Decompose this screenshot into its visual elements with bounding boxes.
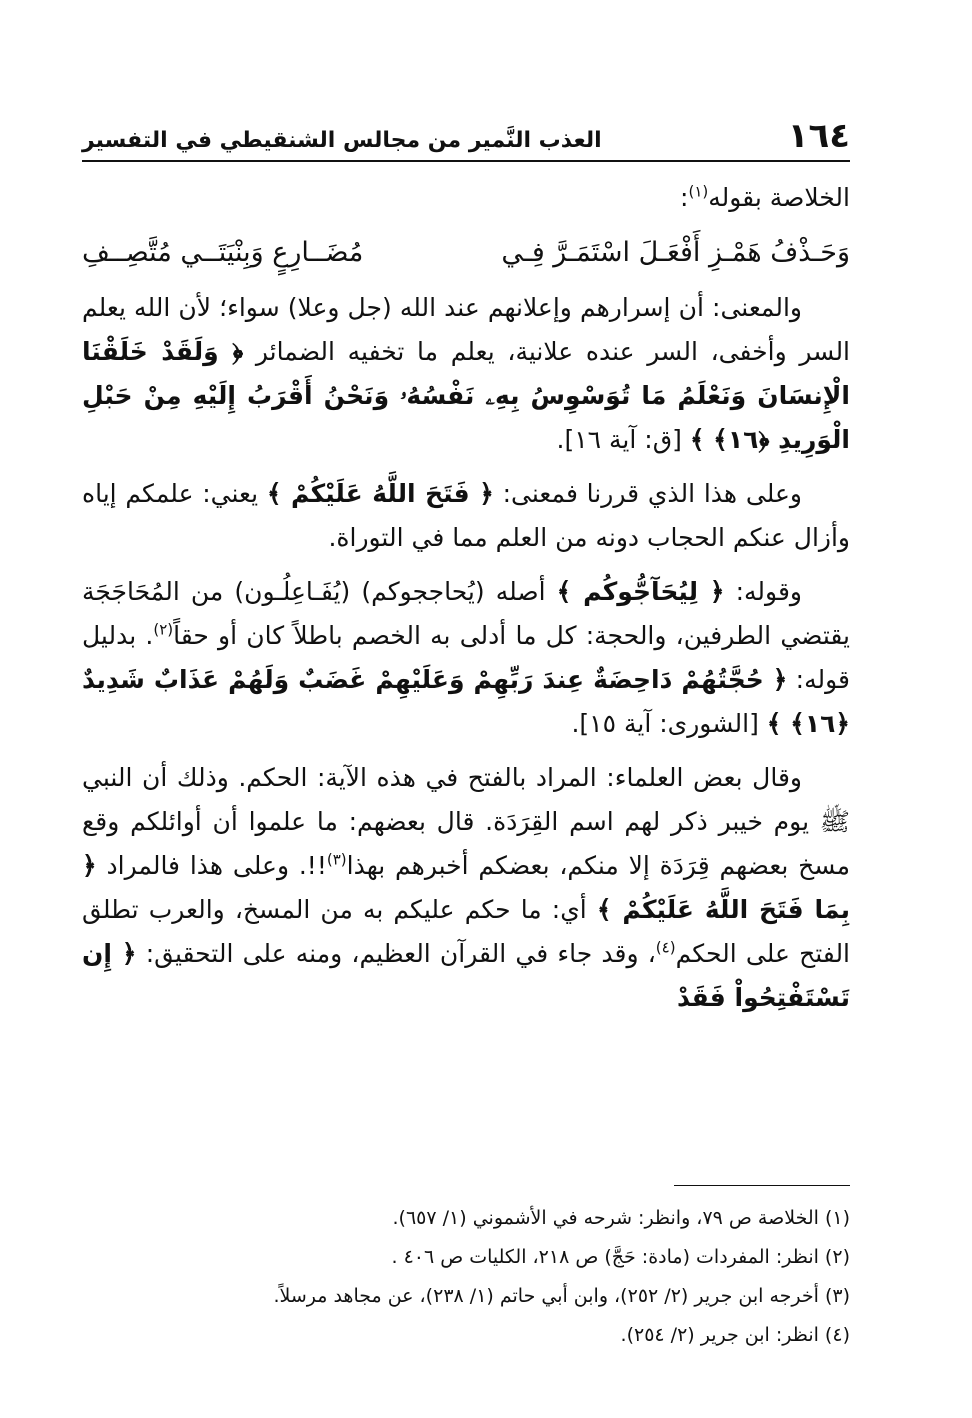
footnote-2: (٢) انظر: المفردات (مادة: حَجَّ) ص ٢١٨، الكليات ص ٤٠٦ .	[391, 1246, 850, 1268]
page-number: ١٦٤	[787, 116, 850, 156]
quran-fataha: ﴿ فَتَحَ اللَّهُ عَلَيْكُمْ ﴾	[266, 479, 494, 508]
footnote-4: (٤) انظر: ابن جرير (٢/ ٢٥٤).	[620, 1324, 850, 1346]
p3-text-b: أصله (يُحاججوكم) (يُفَـاعِلُـون) من المُحَاجَجَة يقتضي الطرفين، والحجة: كل ما أدلى به الخصم باطلاً كان أو حقاً	[82, 577, 850, 650]
running-title: العذب النَّمير من مجالس الشنقيطي في التفسير	[82, 128, 602, 153]
quran-yuhajjukum: ﴿ لِيُحَآجُّوكُم ﴾	[556, 577, 725, 606]
book-page	[82, 112, 850, 1392]
quran-in-tastaftihu: ﴿ إِن تَسْتَفْتِحُواْ فَقَدْ	[82, 939, 850, 1012]
footnote-divider	[674, 1185, 850, 1186]
p4-text-b: !!. وعلى هذا فالمراد	[106, 851, 327, 880]
poetry-verse	[82, 224, 850, 282]
footnote-1: (١) الخلاصة ص ٧٩، وانظر: شرحه في الأشموني (١/ ٦٥٧).	[392, 1207, 850, 1229]
intro-colon: :	[680, 183, 689, 212]
quran-verse-qaf: ﴿ وَلَقَدْ خَلَقْنَا الْإِنسَانَ وَنَعْلَمُ مَا تُوَسْوِسُ بِهِۦ نَفْسُهُۥ وَنَحْنُ أَقْرَبُ إِلَيْهِ مِنْ حَبْلِ الْوَرِيدِ ﴿١٦﴾ ﴾	[82, 337, 850, 454]
verse-second-hemistich: مُضَــارِعٍ وَبِنْيَتَــي مُتَّصِــفِ	[82, 237, 364, 268]
paragraph-yuhajjukum	[82, 570, 850, 746]
footnote-ref-2: (٢)	[153, 620, 174, 639]
p3-citation: [الشورى: آية ١٥].	[571, 709, 759, 738]
quran-shura-verse: ﴿ حُجَّتُهُمْ دَاحِضَةٌ عِندَ رَبِّهِمْ وَعَلَيْهِمْ غَضَبٌ وَلَهُمْ عَذَابٌ شَدِيدٌ ﴿١٦﴾ ﴾	[82, 665, 850, 738]
p1-text: والمعنى: أن إسرارهم وإعلانهم عند الله (جل وعلا) سواء؛ لأن الله يعلم السر وأخفى، السر عنده علانية، يعلم ما تخفيه الضمائر	[82, 293, 851, 366]
main-text	[82, 176, 850, 1020]
footnote-ref-3: (٣)	[326, 850, 347, 869]
intro-line	[82, 176, 850, 220]
paragraph-meaning	[82, 286, 850, 462]
p2-text-b: يعني: علمكم إياه وأزال عنكم الحجاب دونه من العلم مما في التوراة.	[82, 479, 850, 552]
p4-text-a: وقال بعض العلماء: المراد بالفتح في هذه الآية: الحكم. وذلك أن النبي ﷺ يوم خيبر ذكر لهم اسم القِرَدَة. قال بعضهم: ما علموا أن أوائلكم وقع مسخ بعضهم قِرَدَة إلا منكم، بعضكم أخبرهم بهذا	[82, 763, 850, 880]
footnote-ref-1: (١)	[688, 182, 709, 201]
intro-text: الخلاصة بقوله	[708, 183, 850, 212]
p4-text-c: أي: ما حكم عليكم به من المسخ، والعرب تطلق الفتح على الحكم	[82, 895, 851, 968]
verse-first-hemistich: وَحَـذْفُ هَمْـزِ أَفْعَـلَ اسْتَمَـرَّ فِـي	[501, 237, 850, 268]
quran-bima-fataha: ﴿ بِمَا فَتَحَ اللَّهُ عَلَيْكُمْ ﴾	[82, 851, 851, 924]
p1-citation: [ق: آية ١٦].	[556, 425, 682, 454]
footnote-3: (٣) أخرجه ابن جرير (٢/ ٢٥٢)، وابن أبي حاتم (١/ ٢٣٨)، عن مجاهد مرسلاً.	[273, 1285, 850, 1307]
p3-text-a: وقوله:	[735, 577, 802, 606]
paragraph-scholars	[82, 756, 850, 1020]
p2-text-a: وعلى هذا الذي قررنا فمعنى:	[502, 479, 802, 508]
p4-text-d: ، وقد جاء في القرآن العظيم، ومنه على التحقيق:	[145, 939, 656, 968]
page-header	[82, 112, 850, 162]
footnote-ref-4: (٤)	[655, 938, 676, 957]
paragraph-fataha	[82, 472, 850, 560]
footnotes	[82, 1199, 850, 1355]
p3-text-c: . بدليل قوله:	[82, 621, 850, 694]
